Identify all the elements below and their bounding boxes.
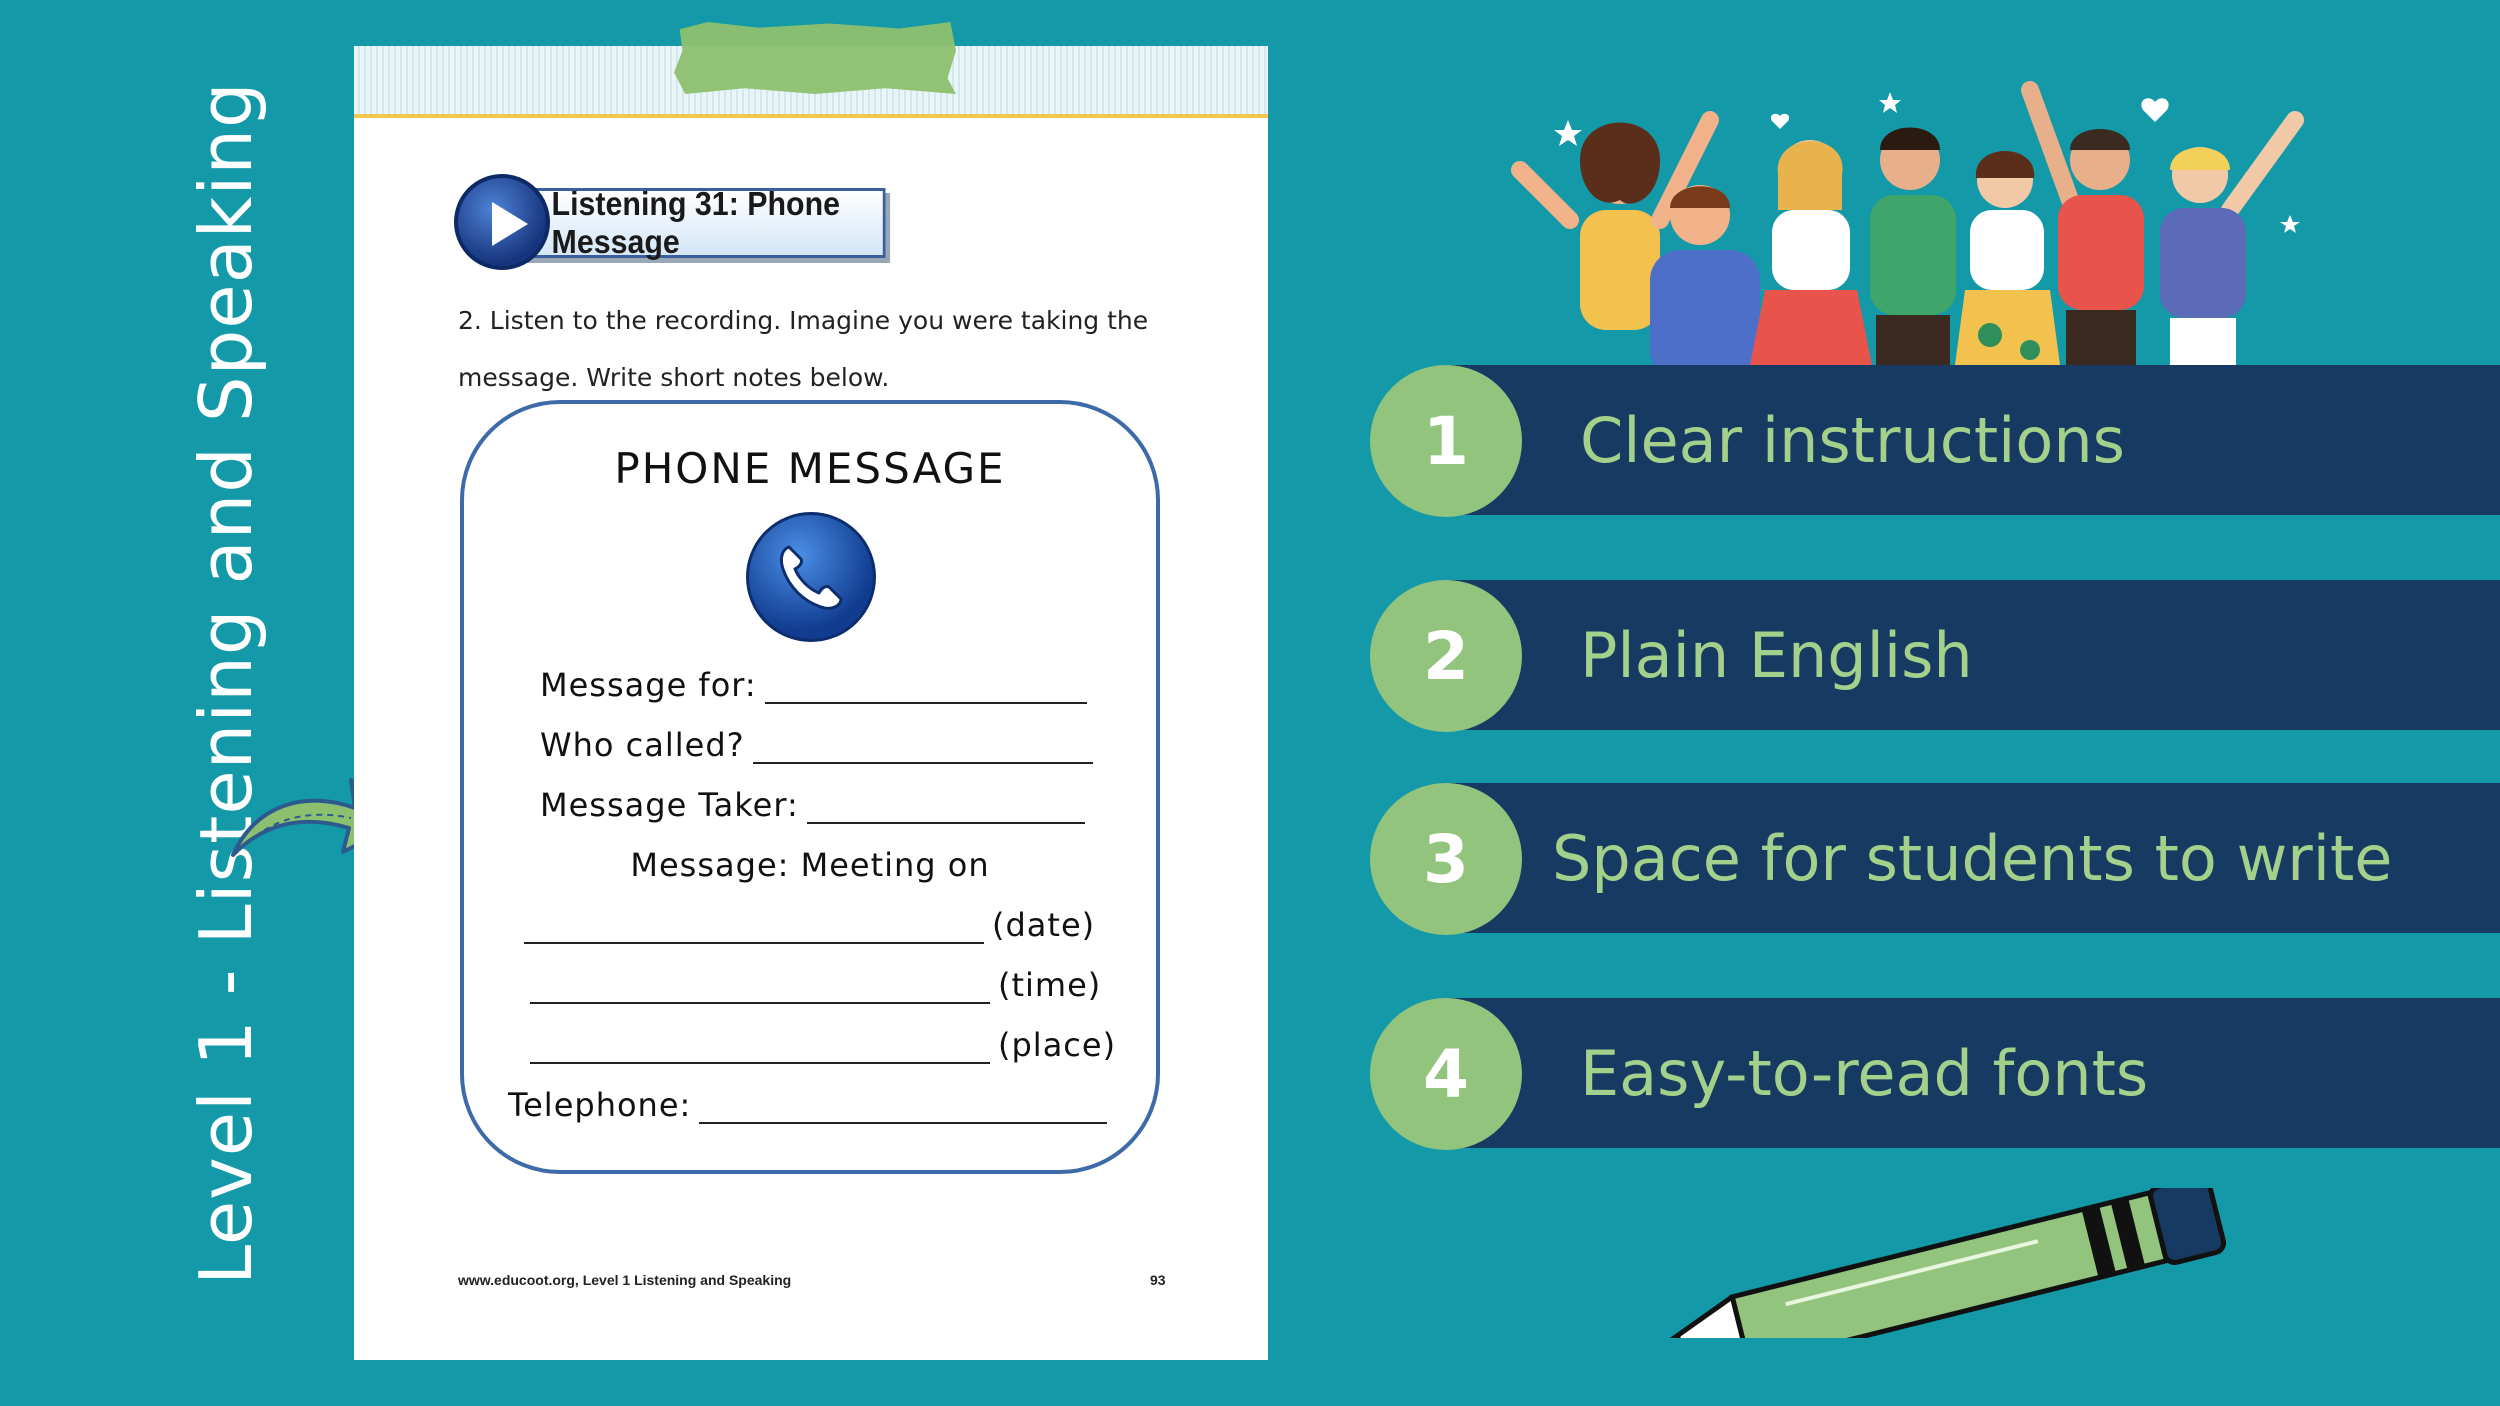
card-title: PHONE MESSAGE: [614, 444, 1006, 493]
lesson-header: [454, 174, 924, 274]
lesson-label: Listening 31: Phone Message: [512, 188, 886, 258]
feature-number: 4: [1370, 998, 1522, 1150]
time-label: (time): [998, 966, 1102, 1004]
date-blank[interactable]: [524, 912, 984, 944]
time-blank[interactable]: [530, 972, 990, 1004]
tape-decoration: [674, 22, 956, 94]
place-field: [530, 1026, 1116, 1064]
who-called-label: Who called?: [540, 726, 745, 764]
feature-label: Easy-to-read fonts: [1580, 1036, 2149, 1110]
side-title: Level 1 - Listening and Speaking: [184, 81, 268, 1285]
feature-label: Plain English: [1580, 618, 1973, 692]
phone-icon: [746, 512, 876, 642]
play-icon[interactable]: [454, 174, 550, 270]
feature-number: 2: [1370, 580, 1522, 732]
message-meeting-line: [464, 846, 1156, 884]
date-label: (date): [992, 906, 1096, 944]
worksheet-footer: www.educoot.org, Level 1 Listening and Speaking: [458, 1272, 792, 1288]
instructions: [458, 292, 1198, 406]
message-for-field: [540, 666, 1095, 704]
feature-1: [1370, 365, 2500, 515]
time-field: [530, 966, 1101, 1004]
who-called-field: [540, 726, 1101, 764]
feature-label: Space for students to write: [1552, 821, 2393, 895]
telephone-blank[interactable]: [699, 1092, 1107, 1124]
instructions-line-2: message. Write short notes below.: [458, 363, 890, 392]
feature-label: Clear instructions: [1580, 403, 2125, 477]
message-for-label: Message for:: [540, 666, 757, 704]
message-taker-field: [540, 786, 1093, 824]
telephone-field: [508, 1086, 1115, 1124]
who-called-blank[interactable]: [753, 732, 1093, 764]
pencil-illustration: [1620, 1188, 2240, 1338]
feature-number: 3: [1370, 783, 1522, 935]
feature-4: [1370, 998, 2500, 1148]
message-taker-label: Message Taker:: [540, 786, 799, 824]
message-meeting-label: Message: Meeting on: [630, 846, 990, 884]
feature-number: 1: [1370, 365, 1522, 517]
phone-message-card: [460, 400, 1160, 1174]
date-field: [524, 906, 1095, 944]
place-blank[interactable]: [530, 1032, 990, 1064]
message-for-blank[interactable]: [765, 672, 1087, 704]
page-number: 93: [1150, 1272, 1166, 1288]
instructions-line-1: 2. Listen to the recording. Imagine you were taking the: [458, 306, 1149, 335]
feature-2: [1370, 580, 2500, 730]
place-label: (place): [998, 1026, 1117, 1064]
people-illustration: [1510, 50, 2310, 380]
worksheet-page: [354, 46, 1268, 1360]
telephone-label: Telephone:: [508, 1086, 692, 1124]
feature-3: [1370, 783, 2500, 933]
message-taker-blank[interactable]: [807, 792, 1085, 824]
